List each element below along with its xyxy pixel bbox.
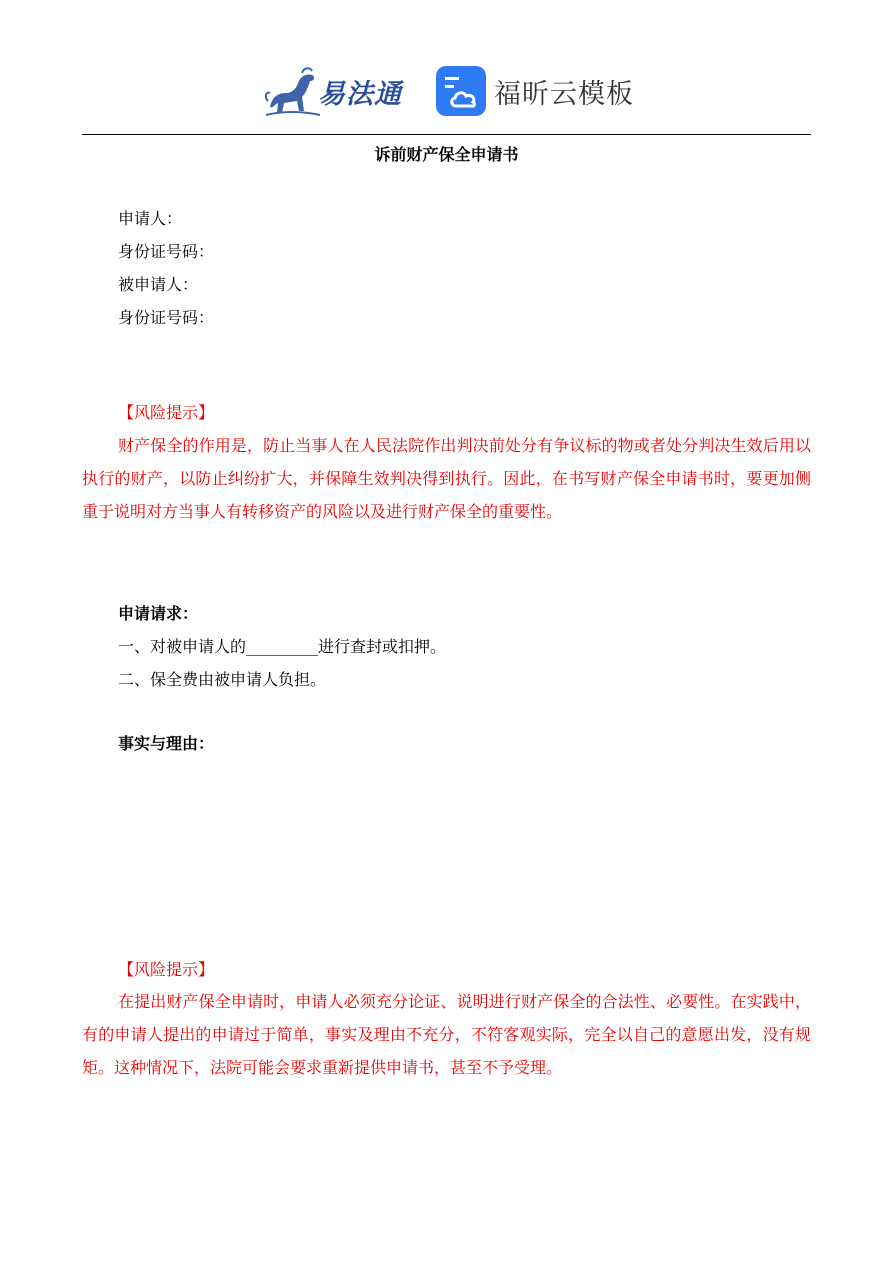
header-divider xyxy=(82,134,811,135)
risk-tip-body-2: 在提出财产保全申请时，申请人必须充分论证、说明进行财产保全的合法性、必要性。在实践中，有的申请人提出的申请过于简单，事实及理由不充分，不符客观实际，完全以自己的意愿出发，没有规矩。这种情况下，法院可能会要求重新提供申请书，甚至不予受理。 xyxy=(82,992,811,1077)
yifatong-logo xyxy=(262,62,412,120)
risk-tip-title-1: 【风险提示】 xyxy=(118,403,215,422)
requests-heading: 申请请求： xyxy=(118,604,199,623)
request-item: 一、对被申请人的_________进行查封或扣押。 xyxy=(118,637,447,656)
qilin-emblem-icon xyxy=(262,63,322,119)
applicant-label: 申请人： xyxy=(118,209,183,228)
fuxin-brand-text: 福昕云模板 xyxy=(494,78,634,110)
risk-tip-body-1: 财产保全的作用是，防止当事人在人民法院作出判决前处分有争议标的物或者处分判决生效后用以执行的财产，以防止纠纷扩大，并保障生效判决得到执行。因此，在书写财产保全申请书时，要更加侧重于说明对方当事人有转移资产的风险以及进行财产保全的重要性。 xyxy=(82,436,811,521)
applicant-id-label: 身份证号码： xyxy=(118,242,215,261)
cloud-document-app-icon xyxy=(436,66,486,116)
risk-tip-title-2: 【风险提示】 xyxy=(118,960,215,979)
document-title: 诉前财产保全申请书 xyxy=(374,145,519,164)
respondent-id-label: 身份证号码： xyxy=(118,308,215,327)
page-header xyxy=(0,58,893,128)
respondent-label: 被申请人： xyxy=(118,275,199,294)
facts-heading: 事实与理由： xyxy=(118,734,215,753)
request-item: 二、保全费由被申请人负担。 xyxy=(118,670,327,689)
yifatong-brand-text: 易法通 xyxy=(318,78,402,110)
fuxin-logo xyxy=(436,65,634,117)
